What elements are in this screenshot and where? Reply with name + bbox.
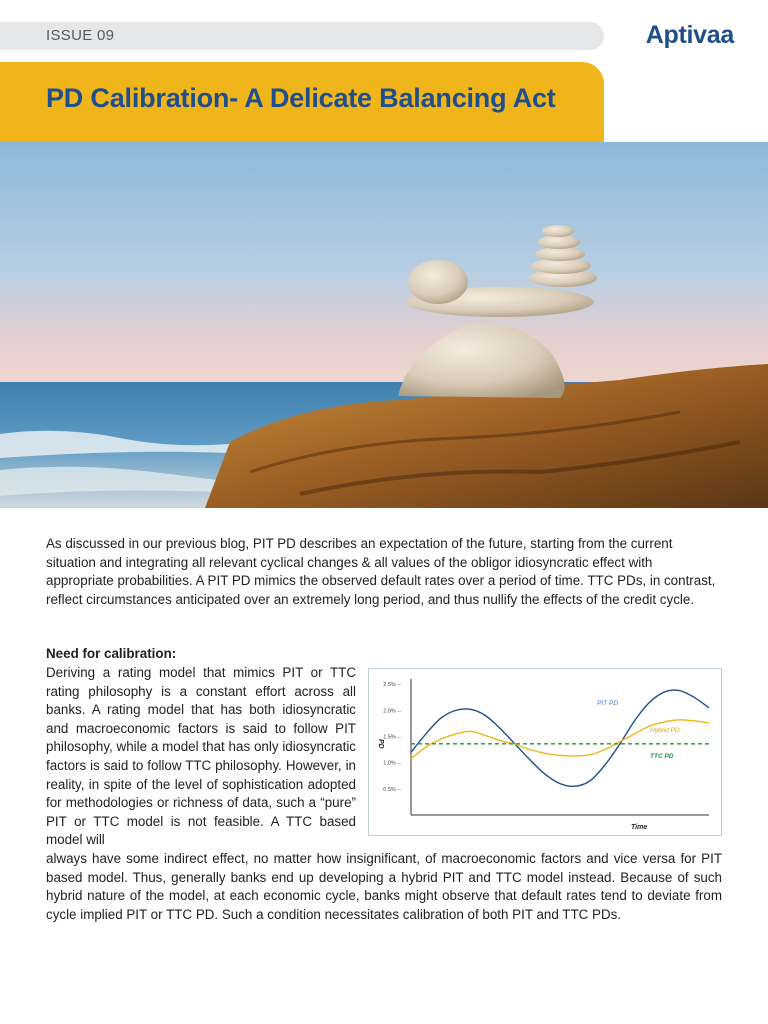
hybrid-pd-label: Hybrid PD (650, 727, 680, 734)
pit-pd-label: PIT PD (597, 700, 618, 707)
y-tick-label: 2.0% -- (383, 708, 401, 715)
pd-chart (368, 668, 722, 836)
title-band (0, 62, 604, 142)
hero-image (0, 142, 768, 508)
ttc-pd-label: TTC PD (650, 753, 674, 760)
issue-bar (0, 22, 604, 50)
y-tick-label: 1.5% -- (383, 734, 401, 741)
page-title: PD Calibration- A Delicate Balancing Act (46, 83, 556, 113)
y-tick-label: 1.0% -- (383, 760, 401, 767)
section-heading: Need for calibration: (46, 646, 177, 661)
intro-paragraph: As discussed in our previous blog, PIT PD describes an expectation of the future, starting from the current situation and integrating all relevant cyclical changes & all values of the obligor idiosyncratic effect with appropriate probabilities. A PIT PD mimics the observed default rates over a period of time. TTC PDs, in contrast, reflect circumstances anticipated over an extremely long period, and thus nullify the effects of the credit cycle. (46, 536, 716, 607)
y-tick-label: 2.5% -- (383, 682, 401, 689)
aptivaa-logo[interactable]: Aptivaa (645, 21, 734, 49)
y-axis-label: PD (377, 739, 384, 749)
pd-chart-svg (369, 669, 721, 835)
balanced-stones-icon (0, 142, 768, 508)
section-paragraph-continued: always have some indirect effect, no matter how insignificant, of macroeconomic factors and vice versa for PIT based model. Thus, generally banks end up developing a hybrid PIT and TTC model instead. Because of such hybrid nature of the model, at each economic cycle, banks might observe that default rates tend to deviate from cycle implied PIT or TTC PD. Such a condition necessitates calibration of both PIT and TTC PDs. (46, 851, 722, 922)
x-axis-label: Time (631, 824, 648, 831)
section-paragraph-wrapped: Deriving a rating model that mimics PIT or TTC rating philosophy is a constant effort across all banks. A rating model that has both idiosyncratic and macroeconomic factors is said to follow PIT philosophy, while a model that has only idiosyncratic factors is said to follow TTC philosophy. However, in reality, in spite of the level of sophistication adopted for methodologies or richness of data, such a “pure” PIT or TTC model is not feasible. A TTC based model will (46, 665, 356, 848)
y-tick-label: 0.5% -- (383, 786, 401, 793)
issue-number: ISSUE 09 (46, 27, 115, 44)
pit-pd-line (411, 690, 709, 786)
